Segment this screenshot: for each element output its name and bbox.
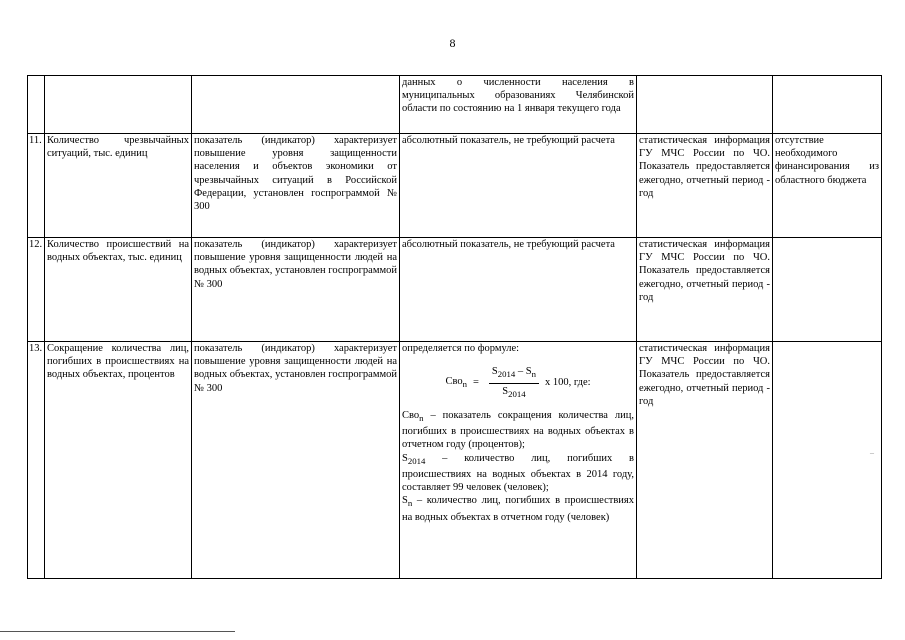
indicator-name: Сокращение количества лиц, погибших в происшествиях на водных объектах, процентов bbox=[45, 342, 192, 579]
calculation-method: абсолютный показатель, не требующий расчета bbox=[400, 238, 637, 342]
table-row bbox=[28, 238, 882, 342]
note-text: отсутствие необходимого финансирования из областного бюджета bbox=[773, 134, 882, 238]
table-row bbox=[28, 134, 882, 238]
indicator-name: Количество происшествий на водных объектах, тыс. единиц bbox=[45, 238, 192, 342]
name-cell bbox=[45, 76, 192, 134]
note-text bbox=[773, 238, 882, 342]
indicator-description: показатель (индикатор) характеризует повышение уровня защищенности людей на водных объектах, установлен госпрограммой № 300 bbox=[192, 238, 400, 342]
formula-definition: Сво$_n$ – показатель сокращения количества лиц, погибших в происшествиях на водных объектах в отчетном году (процентов); bbox=[402, 409, 634, 451]
formula-fraction bbox=[489, 365, 539, 401]
data-source: статистическая информация ГУ МЧС России по ЧО. Показатель предоставляется ежегодно, отчетный период - год bbox=[637, 134, 773, 238]
formula-numerator: $S_{2014} - S_n$ bbox=[489, 365, 539, 383]
description-cell bbox=[192, 76, 400, 134]
calculation-method: абсолютный показатель, не требующий расчета bbox=[400, 134, 637, 238]
formula-definition: $S_{2014}$ – количество лиц, погибших в происшествиях на водных объектах в 2014 году, составляет 99 человек (человек); bbox=[402, 452, 634, 493]
source-cell bbox=[637, 76, 773, 134]
calculation-method bbox=[400, 342, 637, 579]
note-cell bbox=[773, 76, 882, 134]
margin-mark: – bbox=[870, 448, 874, 457]
formula-equals: = bbox=[472, 377, 479, 389]
method-intro: определяется по формуле: bbox=[402, 343, 520, 354]
indicator-table bbox=[27, 75, 882, 579]
note-text bbox=[773, 342, 882, 579]
formula-lhs: Сво$_n$ bbox=[445, 375, 467, 389]
method-cell: данных о численности населения в муниципальных образованиях Челябинской области по состоянию на 1 января текущего года bbox=[400, 76, 637, 134]
page-number: 8 bbox=[449, 36, 456, 50]
formula-tail: x 100, где: bbox=[544, 377, 591, 389]
footer-rule bbox=[0, 631, 235, 632]
formula-definition: $S_n$ – количество лиц, погибших в происшествиях на водных объектах в отчетном году (человек) bbox=[402, 495, 634, 523]
indicator-description: показатель (индикатор) характеризует повышение уровня защищенности людей на водных объектах, установлен госпрограммой № 300 bbox=[192, 342, 400, 579]
indicator-description: показатель (индикатор) характеризует повышение уровня защищенности населения и объектов экономики от чрезвычайных ситуаций в Российской Федерации, установлен госпрограммой № 300 bbox=[192, 134, 400, 238]
row-number: 13. bbox=[28, 342, 45, 579]
row-number: 12. bbox=[28, 238, 45, 342]
num-cell bbox=[28, 76, 45, 134]
indicator-name: Количество чрезвычайных ситуаций, тыс. единиц bbox=[45, 134, 192, 238]
formula-denominator: $S_{2014}$ bbox=[502, 385, 526, 399]
formula bbox=[402, 365, 634, 401]
data-source: статистическая информация ГУ МЧС России по ЧО. Показатель предоставляется ежегодно, отчетный период - год bbox=[637, 342, 773, 579]
data-source: статистическая информация ГУ МЧС России по ЧО. Показатель предоставляется ежегодно, отчетный период - год bbox=[637, 238, 773, 342]
row-number: 11. bbox=[28, 134, 45, 238]
table-row bbox=[28, 342, 882, 579]
table-row-continuation bbox=[28, 76, 882, 134]
